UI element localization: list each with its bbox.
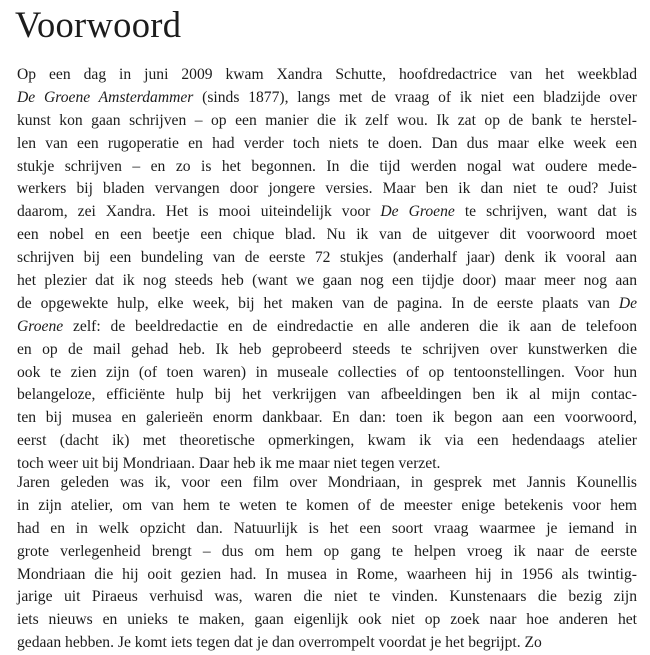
text-line bbox=[17, 293, 637, 316]
text-line bbox=[17, 133, 637, 156]
text-run: werkers bij bladen vervangen door jongere versies. Maar ben ik dan niet te oud? Juist bbox=[17, 180, 637, 198]
text-run: schrijven bij een bundeling van de eerste 72 stukjes (anderhalf jaar) denk ik vooral aan bbox=[17, 249, 637, 267]
text-line bbox=[17, 518, 637, 541]
text-line bbox=[17, 270, 637, 293]
text-line bbox=[17, 564, 637, 587]
text-line bbox=[17, 316, 637, 339]
text-run: had en in welk opzicht dan. Natuurlijk is het een soort vraag waarmee je iemand in bbox=[17, 519, 637, 537]
text-run: stukje schrijven – en zo is het begonnen. In die tijd werden nogal wat oudere mede- bbox=[17, 157, 637, 175]
italic-title: De bbox=[618, 294, 637, 312]
page-title: Voorwoord bbox=[15, 4, 182, 45]
text-run: belangeloze, efficiënte hulp bij het verkrijgen van afbeeldingen ben ik al mijn contac- bbox=[17, 386, 637, 404]
text-line bbox=[17, 110, 637, 133]
text-run: grote verlegenheid brengt – dus om hem op gang te helpen vroeg ik naar de eerste bbox=[17, 542, 637, 560]
text-run: daarom, zei Xandra. Het is mooi uiteindelijk voor bbox=[17, 203, 381, 221]
text-line bbox=[17, 247, 637, 270]
text-run: en op de mail gehad heb. Ik heb geprobeerd steeds te schrijven over kunstwerken die bbox=[17, 340, 637, 358]
text-line bbox=[17, 201, 637, 224]
text-run: een nobel en een beetje een chique blad. Nu ik van de uitgever dit voorwoord moet bbox=[17, 226, 637, 244]
text-run: het plezier dat ik nog steeds heb (want we gaan nog een tijdje door) maar meer nog aan bbox=[17, 272, 637, 290]
paragraph-1 bbox=[17, 64, 637, 476]
text-run: te schrijven, want dat is bbox=[454, 203, 637, 221]
text-line bbox=[17, 87, 637, 110]
text-line bbox=[17, 586, 637, 609]
italic-title: De Groene Amsterdammer bbox=[17, 88, 194, 106]
text-line bbox=[17, 407, 637, 430]
text-line bbox=[17, 384, 637, 407]
text-run: ten bij musea en galerieën enorm dankbaar. En dan: toen ik begon aan een voorwoord, bbox=[17, 409, 637, 427]
text-run: (sinds 1877), langs met de vraag of ik niet een bladzijde over bbox=[193, 88, 637, 106]
text-line bbox=[17, 472, 637, 495]
text-run: jarige uit Piraeus verhuisd was, waren die niet te vinden. Kunstenaars die bezig zijn bbox=[17, 588, 637, 606]
text-run: iets nieuws en unieks te maken, gaan eigenlijk ook niet op zoek naar hoe anderen het bbox=[17, 611, 637, 629]
text-run: gedaan hebben. Je komt iets tegen dat je dan overrompelt voordat je het begrijpt. Zo bbox=[17, 634, 542, 652]
text-line bbox=[17, 609, 637, 632]
text-run: kunst kon gaan schrijven – op een manier die ik zelf wou. Ik zat op de bank te herstel- bbox=[17, 111, 637, 129]
text-line bbox=[17, 495, 637, 518]
text-line bbox=[17, 156, 637, 179]
text-line bbox=[17, 362, 637, 385]
text-line bbox=[17, 541, 637, 564]
text-line bbox=[17, 339, 637, 362]
text-run: eerst (dacht ik) met theoretische opmerkingen, kwam ik via een hedendaags atelier bbox=[17, 432, 637, 450]
text-run: de opgewekte hulp, elke week, bij het maken van de pagina. In de eerste plaats van bbox=[17, 294, 619, 312]
italic-title: Groene bbox=[17, 317, 64, 335]
text-line bbox=[17, 64, 637, 87]
text-run: zelf: de beeldredactie en de eindredactie en alle anderen die ik aan de telefoon bbox=[63, 317, 637, 335]
text-run: Mondriaan die hij ooit gezien had. In musea in Rome, waarheen hij in 1956 als twintig- bbox=[17, 565, 637, 583]
text-run: toch weer uit bij Mondriaan. Daar heb ik me maar niet tegen verzet. bbox=[17, 455, 441, 473]
text-run: ook te zien zijn (of toen waren) in museale collecties of op tentoonstellingen. Voor hun bbox=[17, 363, 637, 381]
text-run: Op een dag in juni 2009 kwam Xandra Schutte, hoofdredactrice van het weekblad bbox=[17, 66, 637, 83]
text-line bbox=[17, 430, 637, 453]
italic-title: De Groene bbox=[380, 203, 455, 221]
text-line bbox=[17, 224, 637, 247]
text-run: len van een rugoperatie en had verder toch niets te doen. Dan dus maar elke week een bbox=[17, 134, 637, 152]
text-run: Jaren geleden was ik, voor een film over Mondriaan, in gesprek met Jannis Kounellis bbox=[17, 474, 637, 491]
text-line bbox=[17, 178, 637, 201]
paragraph-2 bbox=[17, 472, 637, 655]
text-line bbox=[17, 632, 637, 655]
text-run: in zijn atelier, om van hem te weten te komen of de meester enige betekenis voor hem bbox=[17, 496, 637, 514]
